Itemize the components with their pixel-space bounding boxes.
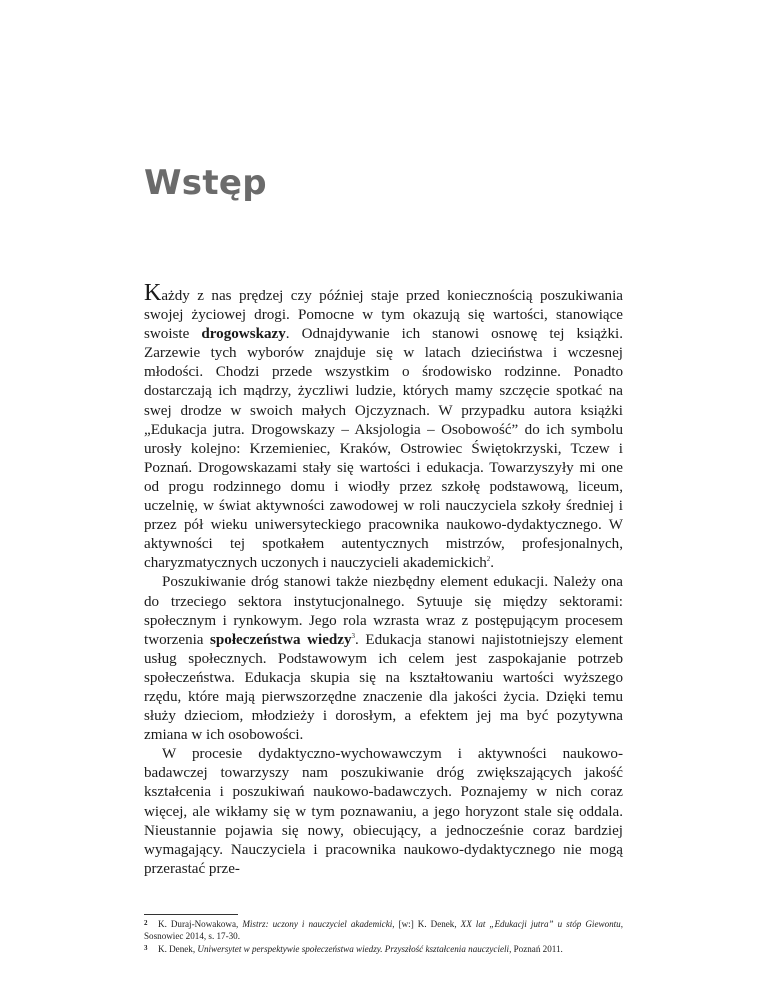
footnote-3: 3 K. Denek, Uniwersytet w perspektywie społeczeństwa wiedzy. Przyszłość kształcenia nauczycieli, Poznań 2011. [144,944,563,954]
footnote-divider [144,914,238,915]
footnote-number: 3 [144,944,148,952]
emphasis-drogowskazy: drogowskazy [201,326,286,343]
footnotes [144,917,623,955]
footnote-2: 2 K. Duraj-Nowakowa, Mistrz: uczony i nauczyciel akademicki, [w:] K. Denek, XX lat „Edukacji jutra” u stóp Giewontu, Sosnowiec 2014, s. 17-30. [144,919,624,941]
footnote-ref-3: 3 [351,631,356,640]
paragraph-1: Każdy z nas prędzej czy później staje przed koniecznością poszukiwania swojej życiowej drogi. Pomocne w tym okazują się wartości, stanowiące swoiste drogowskazy. Odnajdywanie ich stanowi osnowę tej książki. Zarzewie tych wyborów znajduje się w latach dzieciństwa i wczesnej młodości. Chodzi przede wszystkim o środowisko rodzinne. Ponadto dostarczają ich mądrzy, życzliwi ludzie, których mamy szczęcie spotkać na swej drodze w swoich małych Ojczyznach. W przypadku autora książki „Edukacja jutra. Drogowskazy – Aksjologia – Osobowość” do ich symbolu urosły kolejno: Krzemieniec, Kraków, Ostrowiec Świętokrzyski, Tczew i Poznań. Drogowskazami stały się wartości i edukacja. Towarzyszyły mi one od progu rodzinnego domu i wiodły przez szkołę podstawową, liceum, uczelnię, w świat aktywności zawodowej w roli nauczyciela szkoły średniej i przez pół wieku uniwersyteckiego pracownika naukowo-dydaktycznego. W aktywności tej spotkałem autentycznych mistrzów, profesjonalnych, charyzmatycznych uczonych i nauczycieli akademickich$^2$. [144,280,623,572]
initial-letter: K [144,280,162,306]
footnote-number: 2 [144,919,148,927]
footnote-ref-2: 2 [486,555,491,564]
chapter-title: Wstęp [144,163,267,203]
emphasis-spoleczenstwo-wiedzy: społeczeństwa wiedzy [210,631,352,648]
body-text [144,280,623,879]
paragraph-2: Poszukiwanie dróg stanowi także niezbędny element edukacji. Należy ona do trzeciego sektora instytucjonalnego. Sytuuje się między sektorami: społecznym i rynkowym. Jego rola wzrasta wraz z postępującym procesem tworzenia społeczeństwa wiedzy$^3$. Edukacja stanowi najistotniejszy element usług społecznych. Podstawowym ich celem jest zaspokajanie potrzeb społeczeństwa. Edukacja skupia się na kształtowaniu wartości wyższego rzędu, które mają pierwszorzędne znaczenie dla jakości życia. Dzięki temu służy dzieciom, młodzieży i dorosłym, a efektem jej ma być pozytywna zmiana w ich osobowości. [144,574,623,744]
paragraph-3: W procesie dydaktyczno-wychowawczym i aktywności naukowo-badawczej towarzyszy nam poszukiwanie dróg zwiększających jakość kształcenia i poszukiwań naukowo-badawczych. Poznajemy w nich coraz więcej, ale wikłamy się w tym poznawaniu, a jego horyzont stale się oddala. Nieustannie pojawia się nowy, obiecujący, a jednocześnie coraz bardziej wymagający. Nauczyciela i pracownika naukowo-dydaktycznego nie mogą przerastać prze- [144,746,623,877]
